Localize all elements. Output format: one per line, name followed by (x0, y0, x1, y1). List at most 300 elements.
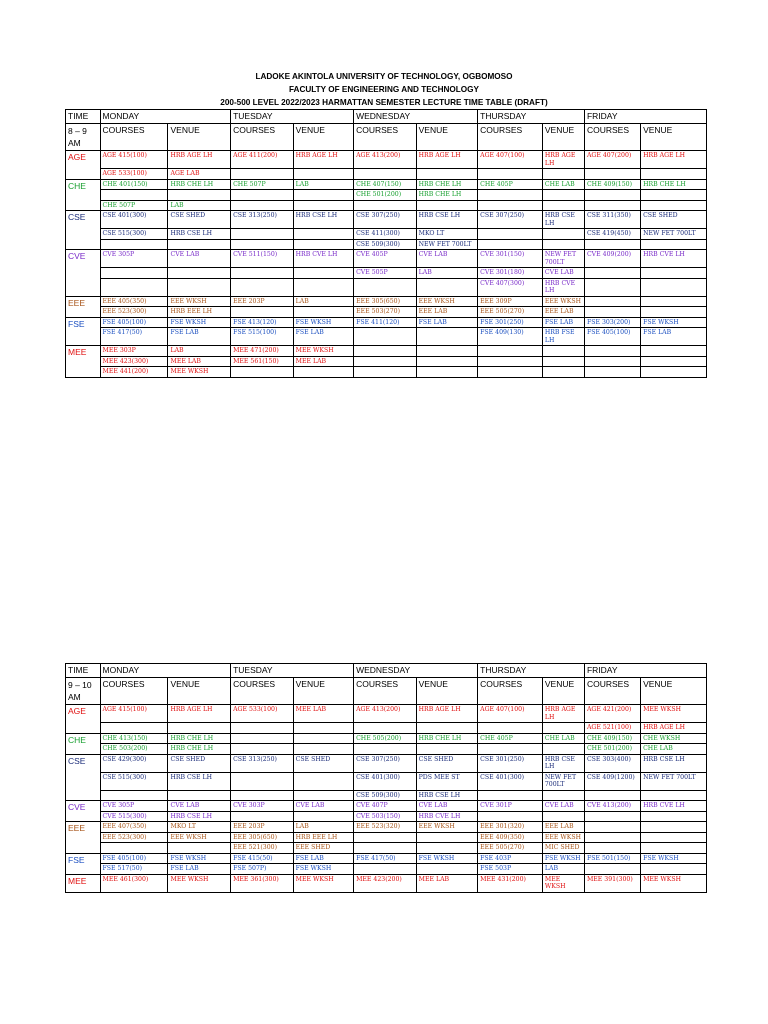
venue-cell (293, 229, 353, 240)
table-row (66, 190, 707, 201)
venue-cell (293, 239, 353, 250)
venue-cell: EEE SHED (293, 843, 353, 854)
course-cell: CHE 507P (100, 200, 168, 211)
course-cell (354, 832, 417, 843)
day-header-thursday: THURSDAY (478, 664, 585, 678)
course-cell: CVE 305P (100, 250, 168, 268)
course-cell: EEE 521(300) (231, 843, 294, 854)
table-row (66, 151, 707, 169)
course-cell (231, 169, 294, 180)
dept-label-che: CHE (66, 733, 101, 754)
day-header-monday: MONDAY (100, 664, 231, 678)
course-cell: MEE 423(200) (354, 874, 417, 892)
venue-cell (542, 790, 584, 801)
venue-cell (641, 307, 707, 318)
venue-header: VENUE (416, 678, 478, 705)
course-cell (354, 328, 417, 346)
table-row (66, 296, 707, 307)
table-row (66, 307, 707, 318)
venue-cell: HRB CHE LH (168, 744, 231, 755)
table-row (66, 356, 707, 367)
venue-cell: MEE WKSH (168, 367, 231, 378)
time-slot: 8 – 9 AM (66, 124, 101, 151)
venue-cell: CVE LAB (542, 801, 584, 812)
venue-cell: HRB CHE LH (168, 733, 231, 744)
venue-cell: CVE LAB (416, 801, 478, 812)
course-cell (478, 239, 543, 250)
venue-cell (641, 200, 707, 211)
venue-header: VENUE (542, 124, 584, 151)
course-cell: EEE 523(300) (100, 307, 168, 318)
venue-cell: HRB AGE LH (416, 705, 478, 723)
course-cell: CSE 509(300) (354, 790, 417, 801)
venue-cell: NEW FET 700LT (542, 250, 584, 268)
venue-cell (416, 356, 478, 367)
dept-label-cse: CSE (66, 211, 101, 250)
venue-header: VENUE (542, 678, 584, 705)
venue-cell: HRB CSE LH (168, 772, 231, 790)
table-row (66, 811, 707, 822)
venue-cell (293, 268, 353, 279)
venue-cell: HRB EEE LH (168, 307, 231, 318)
venue-cell: FSE WKSH (542, 853, 584, 864)
course-cell: CHE 505(200) (354, 733, 417, 744)
venue-cell (168, 843, 231, 854)
course-cell: CVE 515(300) (100, 811, 168, 822)
venue-cell: CVE LAB (168, 250, 231, 268)
venue-cell: HRB CVE LH (416, 811, 478, 822)
table-row (66, 790, 707, 801)
course-cell (478, 200, 543, 211)
venue-cell: AGE LAB (168, 169, 231, 180)
course-cell (100, 723, 168, 734)
course-cell: FSE 405(100) (100, 317, 168, 328)
venue-cell: FSE WKSH (416, 853, 478, 864)
course-cell: CVE 505P (354, 268, 417, 279)
course-cell (584, 190, 640, 201)
venue-cell (416, 169, 478, 180)
venue-cell: CHE LAB (641, 744, 707, 755)
venue-cell: EEE LAB (542, 307, 584, 318)
venue-cell: EEE WKSH (416, 822, 478, 833)
course-cell: EEE 523(300) (100, 832, 168, 843)
course-cell: CSE 429(300) (100, 754, 168, 772)
venue-header: VENUE (641, 124, 707, 151)
venue-cell: CSE SHED (641, 211, 707, 229)
table-row (66, 853, 707, 864)
venue-cell: MEE WKSH (293, 874, 353, 892)
table-row (66, 211, 707, 229)
venue-cell: CSE SHED (293, 754, 353, 772)
course-cell: CSE 401(300) (100, 211, 168, 229)
venue-cell: CHE LAB (542, 179, 584, 190)
course-cell: CHE 409(150) (584, 179, 640, 190)
course-cell (584, 169, 640, 180)
course-cell (354, 356, 417, 367)
course-cell (354, 169, 417, 180)
course-cell: FSE 415(50) (231, 853, 294, 864)
course-cell: CSE 311(350) (584, 211, 640, 229)
course-cell (584, 811, 640, 822)
venue-cell: CHE WKSH (641, 733, 707, 744)
course-cell: FSE 409(130) (478, 328, 543, 346)
university-name: LADOKE AKINTOLA UNIVERSITY OF TECHNOLOGY, OGBOMOSO (255, 72, 513, 81)
column-header-row (66, 678, 707, 705)
course-cell (231, 268, 294, 279)
course-cell (584, 832, 640, 843)
course-cell: CHE 507P (231, 179, 294, 190)
course-cell (231, 200, 294, 211)
venue-cell: LAB (293, 296, 353, 307)
venue-cell (416, 278, 478, 296)
table-row (66, 864, 707, 875)
venue-cell (293, 811, 353, 822)
courses-header: COURSES (584, 678, 640, 705)
course-cell: FSE 515(100) (231, 328, 294, 346)
table-row (66, 874, 707, 892)
course-cell: CHE 405P (478, 733, 543, 744)
venue-cell (641, 811, 707, 822)
time-header: TIME (66, 664, 101, 678)
venue-cell: MEE LAB (416, 874, 478, 892)
venue-cell: HRB AGE LH (416, 151, 478, 169)
venue-cell: MEE WKSH (641, 705, 707, 723)
course-cell: CHE 503(200) (100, 744, 168, 755)
course-cell (231, 229, 294, 240)
venue-cell: HRB CSE LH (416, 790, 478, 801)
timetable-8-9am (65, 109, 707, 378)
course-cell: CHE 501(200) (584, 744, 640, 755)
venue-cell (641, 239, 707, 250)
day-header-monday: MONDAY (100, 110, 231, 124)
course-cell (584, 307, 640, 318)
course-cell: FSE 413(120) (231, 317, 294, 328)
venue-cell: HRB AGE LH (168, 151, 231, 169)
course-cell: AGE 533(100) (231, 705, 294, 723)
table-row (66, 317, 707, 328)
course-cell (584, 790, 640, 801)
venue-cell (293, 367, 353, 378)
venue-cell (542, 356, 584, 367)
course-cell: EEE 407(350) (100, 822, 168, 833)
course-cell (354, 200, 417, 211)
venue-cell (168, 790, 231, 801)
venue-cell: HRB CVE LH (641, 801, 707, 812)
venue-cell: MEE WKSH (542, 874, 584, 892)
course-cell: CSE 515(300) (100, 772, 168, 790)
course-cell (231, 733, 294, 744)
document-header (0, 70, 768, 109)
course-cell (478, 190, 543, 201)
venue-cell (641, 843, 707, 854)
venue-cell (168, 278, 231, 296)
course-cell: AGE 421(200) (584, 705, 640, 723)
table-row (66, 843, 707, 854)
venue-cell (293, 278, 353, 296)
venue-cell: EEE WKSH (416, 296, 478, 307)
venue-cell (641, 296, 707, 307)
course-cell (100, 843, 168, 854)
day-header-row (66, 110, 707, 124)
courses-header: COURSES (231, 124, 294, 151)
course-cell: FSE 507P) (231, 864, 294, 875)
dept-label-age: AGE (66, 151, 101, 180)
course-cell: CHE 405P (478, 179, 543, 190)
course-cell: MEE 431(200) (478, 874, 543, 892)
venue-cell (168, 190, 231, 201)
venue-cell (416, 200, 478, 211)
venue-cell: FSE LAB (168, 328, 231, 346)
course-cell: CVE 413(200) (584, 801, 640, 812)
course-cell: AGE 533(100) (100, 169, 168, 180)
table-row (66, 723, 707, 734)
table-row (66, 250, 707, 268)
course-cell (584, 296, 640, 307)
venue-cell: HRB CHE LH (416, 190, 478, 201)
timetable-title: 200-500 LEVEL 2022/2023 HARMATTAN SEMESTER LECTURE TIME TABLE (DRAFT) (220, 98, 548, 107)
course-cell: CVE 301P (478, 801, 543, 812)
table-row (66, 705, 707, 723)
course-cell (584, 278, 640, 296)
course-cell: MEE 461(300) (100, 874, 168, 892)
course-cell: CVE 301(180) (478, 268, 543, 279)
venue-cell (542, 190, 584, 201)
courses-header: COURSES (231, 678, 294, 705)
day-header-friday: FRIDAY (584, 664, 706, 678)
course-cell (231, 239, 294, 250)
venue-cell: HRB CVE LH (293, 250, 353, 268)
course-cell (478, 744, 543, 755)
course-cell: CSE 307(250) (354, 211, 417, 229)
course-cell (584, 239, 640, 250)
table-row (66, 278, 707, 296)
table-row (66, 346, 707, 357)
course-cell: EEE 305(650) (354, 296, 417, 307)
course-cell: FSE 417(50) (354, 853, 417, 864)
course-cell (354, 744, 417, 755)
venue-cell: MEE WKSH (293, 346, 353, 357)
venue-cell (416, 328, 478, 346)
course-cell (100, 268, 168, 279)
dept-label-mee: MEE (66, 874, 101, 892)
venue-cell (293, 790, 353, 801)
table-row (66, 239, 707, 250)
table-row (66, 367, 707, 378)
venue-cell: FSE LAB (168, 864, 231, 875)
course-cell: FSE 303(200) (584, 317, 640, 328)
courses-header: COURSES (584, 124, 640, 151)
venue-cell: HRB CVE LH (641, 250, 707, 268)
course-cell: EEE 505(270) (478, 307, 543, 318)
venue-cell: HRB CSE LH (416, 211, 478, 229)
table-row (66, 744, 707, 755)
venue-cell: NEW FET 700LT (641, 772, 707, 790)
course-cell: FSE 403P (478, 853, 543, 864)
venue-cell: NEW FET 700LT (542, 772, 584, 790)
venue-cell: MEE WKSH (168, 874, 231, 892)
course-cell: MEE 361(300) (231, 874, 294, 892)
venue-cell: FSE WKSH (168, 317, 231, 328)
venue-cell (416, 744, 478, 755)
venue-cell: HRB CVE LH (542, 278, 584, 296)
course-cell: MEE 423(300) (100, 356, 168, 367)
course-cell: FSE 405(100) (584, 328, 640, 346)
venue-cell (641, 346, 707, 357)
course-cell: AGE 407(100) (478, 705, 543, 723)
venue-cell: HRB CHE LH (416, 179, 478, 190)
course-cell: MEE 561(150) (231, 356, 294, 367)
venue-cell: HRB CSE LH (542, 211, 584, 229)
course-cell: CHE 409(150) (584, 733, 640, 744)
course-cell (584, 200, 640, 211)
venue-cell: HRB CSE LH (168, 811, 231, 822)
course-cell (584, 346, 640, 357)
venue-cell: CHE LAB (542, 733, 584, 744)
venue-cell: CVE LAB (168, 801, 231, 812)
venue-cell: HRB CHE LH (416, 733, 478, 744)
venue-cell (542, 239, 584, 250)
course-cell: MEE 391(300) (584, 874, 640, 892)
venue-cell: MEE LAB (293, 705, 353, 723)
course-cell (354, 864, 417, 875)
venue-cell: FSE WKSH (641, 853, 707, 864)
venue-cell: CSE SHED (168, 211, 231, 229)
course-cell: CSE 307(250) (354, 754, 417, 772)
day-header-tuesday: TUESDAY (231, 110, 354, 124)
venue-cell: MEE WKSH (641, 874, 707, 892)
venue-header: VENUE (293, 124, 353, 151)
venue-cell: EEE LAB (542, 822, 584, 833)
course-cell: CSE 313(250) (231, 754, 294, 772)
venue-cell (293, 733, 353, 744)
table-row (66, 832, 707, 843)
venue-cell (542, 200, 584, 211)
course-cell: MEE 471(200) (231, 346, 294, 357)
venue-cell: HRB CSE LH (168, 229, 231, 240)
venue-cell (416, 723, 478, 734)
venue-cell (168, 239, 231, 250)
dept-label-eee: EEE (66, 296, 101, 317)
venue-cell (641, 190, 707, 201)
course-cell (478, 723, 543, 734)
venue-cell (641, 169, 707, 180)
faculty-name: FACULTY OF ENGINEERING AND TECHNOLOGY (289, 85, 479, 94)
day-header-row (66, 664, 707, 678)
course-cell (231, 723, 294, 734)
venue-cell: PDS MEE ST (416, 772, 478, 790)
venue-cell: CVE LAB (542, 268, 584, 279)
course-cell: AGE 407(200) (584, 151, 640, 169)
venue-cell: MKO LT (168, 822, 231, 833)
dept-label-fse: FSE (66, 317, 101, 346)
venue-cell: EEE WKSH (542, 296, 584, 307)
venue-cell (641, 268, 707, 279)
timetable-9-10am (65, 663, 707, 893)
course-cell (354, 367, 417, 378)
course-cell: CVE 407P (354, 801, 417, 812)
table-row (66, 801, 707, 812)
venue-cell: FSE LAB (542, 317, 584, 328)
venue-cell: MIC SHED (542, 843, 584, 854)
course-cell: CVE 409(200) (584, 250, 640, 268)
course-cell: EEE 301(320) (478, 822, 543, 833)
course-cell: CSE 301(250) (478, 754, 543, 772)
venue-header: VENUE (641, 678, 707, 705)
venue-cell (542, 169, 584, 180)
course-cell (231, 811, 294, 822)
table-row (66, 733, 707, 744)
venue-cell: EEE WKSH (168, 296, 231, 307)
venue-cell: HRB AGE LH (641, 723, 707, 734)
courses-header: COURSES (478, 678, 543, 705)
venue-cell: HRB CSE LH (293, 211, 353, 229)
course-cell: FSE 517(50) (100, 864, 168, 875)
course-cell: EEE 505(270) (478, 843, 543, 854)
venue-cell (641, 356, 707, 367)
course-cell: CSE 303(400) (584, 754, 640, 772)
course-cell: CVE 301(150) (478, 250, 543, 268)
course-cell: MEE 441(200) (100, 367, 168, 378)
venue-header: VENUE (416, 124, 478, 151)
venue-cell: FSE WKSH (641, 317, 707, 328)
venue-header: VENUE (293, 678, 353, 705)
course-cell (231, 772, 294, 790)
course-cell (100, 190, 168, 201)
course-cell: CSE 307(250) (478, 211, 543, 229)
venue-cell (641, 367, 707, 378)
venue-cell (542, 744, 584, 755)
venue-cell: CSE SHED (416, 754, 478, 772)
venue-cell (293, 200, 353, 211)
table-row (66, 328, 707, 346)
course-cell: AGE 521(100) (584, 723, 640, 734)
venue-cell: LAB (168, 346, 231, 357)
venue-header: VENUE (168, 124, 231, 151)
venue-cell (168, 268, 231, 279)
venue-cell: HRB CSE LH (542, 754, 584, 772)
course-cell (478, 346, 543, 357)
course-cell: FSE 405(100) (100, 853, 168, 864)
course-cell: EEE 305(650) (231, 832, 294, 843)
venue-cell: FSE LAB (293, 328, 353, 346)
courses-header: COURSES (100, 124, 168, 151)
venue-cell: HRB CSE LH (641, 754, 707, 772)
course-cell (100, 790, 168, 801)
venue-cell (542, 346, 584, 357)
venue-cell (416, 832, 478, 843)
venue-cell (641, 832, 707, 843)
venue-cell: EEE WKSH (168, 832, 231, 843)
course-cell (478, 169, 543, 180)
dept-label-cve: CVE (66, 801, 101, 822)
course-cell: CSE 401(300) (478, 772, 543, 790)
venue-cell: MEE LAB (168, 356, 231, 367)
course-cell: EEE 523(320) (354, 822, 417, 833)
venue-cell (641, 790, 707, 801)
course-cell: CSE 419(450) (584, 229, 640, 240)
venue-header: VENUE (168, 678, 231, 705)
venue-cell: HRB AGE LH (542, 151, 584, 169)
venue-cell: HRB EEE LH (293, 832, 353, 843)
venue-cell: CVE LAB (416, 250, 478, 268)
course-cell: CVE 405P (354, 250, 417, 268)
course-cell: CHE 401(150) (100, 179, 168, 190)
course-cell: FSE 501(150) (584, 853, 640, 864)
venue-cell: FSE WKSH (168, 853, 231, 864)
courses-header: COURSES (100, 678, 168, 705)
course-cell: FSE 301(250) (478, 317, 543, 328)
venue-cell: HRB AGE LH (293, 151, 353, 169)
